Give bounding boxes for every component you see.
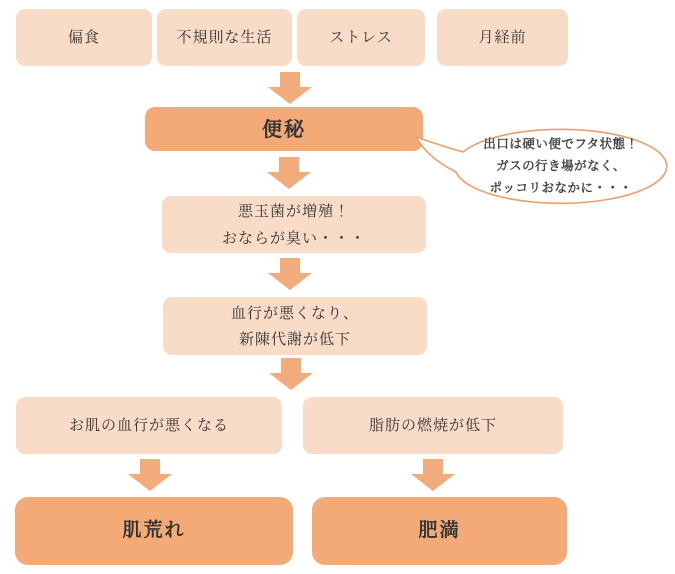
down-arrow-icon bbox=[267, 157, 311, 189]
cause-box-premenstrual bbox=[437, 9, 568, 66]
cause-box-irregular-life bbox=[157, 9, 292, 66]
rough-skin-result-box bbox=[15, 497, 293, 565]
bubble-line: ポッコリおなかに・・・ bbox=[489, 179, 633, 195]
cause-label: 偏食 bbox=[67, 28, 100, 47]
step-line: 新陳代謝が低下 bbox=[238, 330, 351, 348]
cause-label: 不規則な生活 bbox=[176, 28, 273, 47]
bad-bacteria-box bbox=[162, 196, 426, 253]
constipation-label: 便秘 bbox=[262, 116, 306, 141]
skin-circulation-box bbox=[16, 397, 282, 454]
cause-label: 月経前 bbox=[478, 28, 527, 47]
down-arrow-icon bbox=[268, 258, 312, 290]
down-arrow-icon bbox=[269, 358, 313, 390]
down-arrow-icon bbox=[268, 72, 312, 104]
cause-label: ストレス bbox=[329, 28, 393, 47]
step-line: 悪玉菌が増殖！ bbox=[237, 202, 350, 221]
cause-box-unbalanced-diet bbox=[16, 9, 152, 66]
down-arrow-icon bbox=[411, 459, 455, 491]
branch-label: お肌の血行が悪くなる bbox=[68, 416, 229, 435]
obesity-result-box bbox=[312, 497, 567, 565]
metabolism-box bbox=[163, 297, 427, 355]
fat-burning-box bbox=[303, 397, 563, 454]
result-label: 肌荒れ bbox=[122, 519, 186, 542]
speech-bubble-text bbox=[449, 133, 673, 199]
cause-box-stress bbox=[297, 9, 425, 66]
result-label: 肥満 bbox=[418, 519, 461, 542]
branch-label: 脂肪の燃焼が低下 bbox=[368, 416, 497, 435]
bubble-line: ガスの行き場がなく、 bbox=[496, 157, 626, 173]
down-arrow-icon bbox=[128, 459, 172, 491]
constipation-box bbox=[145, 107, 423, 151]
step-line: 血行が悪くなり、 bbox=[230, 303, 359, 322]
step-line: おならが臭い・・・ bbox=[221, 228, 366, 247]
bubble-line: 出口は硬い便でフタ状態！ bbox=[483, 136, 639, 151]
